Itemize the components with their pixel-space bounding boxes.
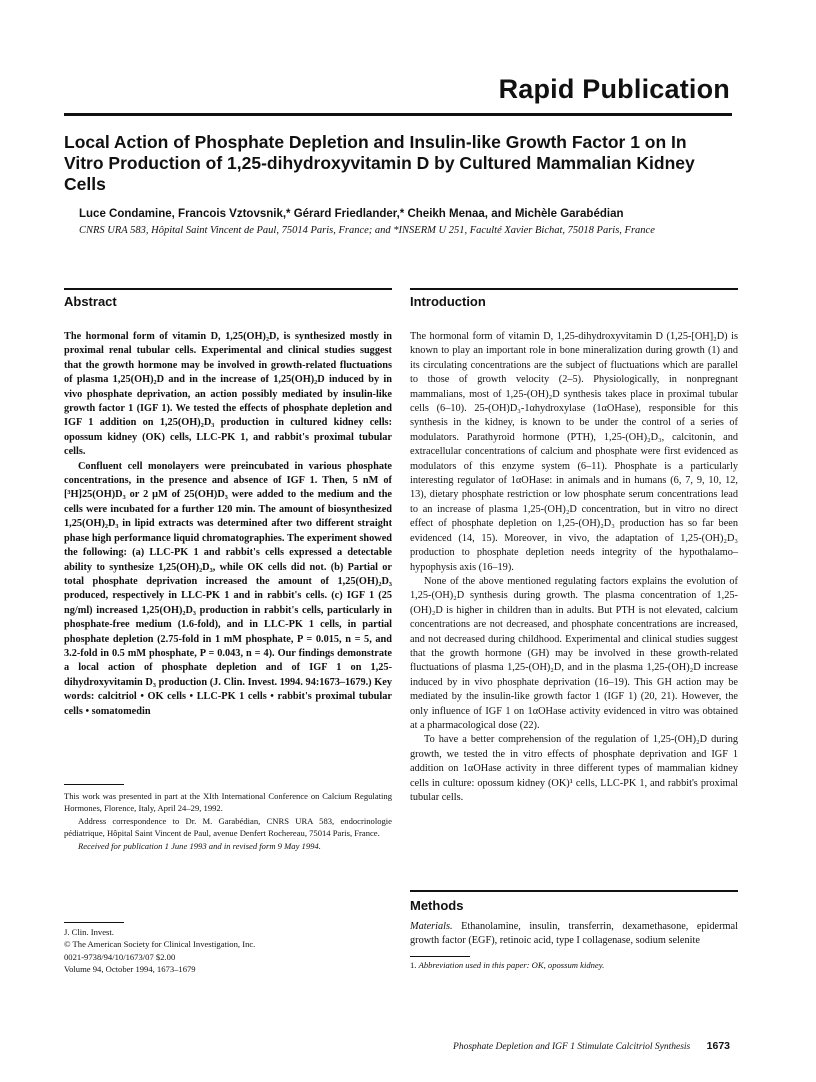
introduction-paragraph: None of the above mentioned regulating factors explains the evolution of 1,25-(OH)₂D synthesis during growth. The plasma concentration of 1,25-(OH)₂D is higher in children than in adults. But PTH is not elevated, calcium concentrations are not decreased, and phosphate concentrations are increased, and not decreased during childhood. Experimental and clinical studies suggest that the growth hormone (GH) may be involved in these growth-related fluctuations of plasma 1,25-(OH)₂D, and in the plasma 1,25-(OH)₂D increase induced by in vivo phosphate deprivation (16–19). This GH action may be mediated by the insulin-like growth factor 1 (IGF 1) (20, 21). However, the only influence of IGF 1 on 1αOHase activity evidenced in vitro was obtained at a pharmacological dose (22).	[410, 575, 738, 731]
abstract-body	[64, 330, 392, 719]
footnote-rule	[410, 956, 470, 957]
methods-rule	[410, 890, 738, 892]
rapid-publication-label: Rapid Publication	[498, 74, 730, 104]
footnote-text: Abbreviation used in this paper: OK, opossum kidney.	[418, 960, 605, 970]
introduction-heading: Introduction	[410, 294, 486, 309]
presentation-note: This work was presented in part at the XIth International Conference on Calcium Regulating Hormones, Florence, Italy, April 24–29, 1992.	[64, 791, 392, 814]
introduction-rule	[410, 288, 738, 290]
methods-text: Ethanolamine, insulin, transferrin, dexamethasone, epidermal growth factor (EGF), retinoic acid, type I collagenase, sodium selenite	[410, 921, 738, 947]
footnote	[410, 960, 738, 970]
notes-rule	[64, 784, 124, 785]
article-notes	[64, 790, 392, 852]
journal-info	[64, 926, 392, 976]
affiliation: CNRS URA 583, Hôpital Saint Vincent de Paul, 75014 Paris, France; and *INSERM U 251, Faculté Xavier Bichat, 75018 Paris, France	[79, 225, 655, 236]
introduction-paragraph: To have a better comprehension of the regulation of 1,25-(OH)₂D during growth, we tested the in vitro effects of phosphate deprivation and IGF 1 addition on 1αOHase activity in three different types of mammalian kidney cells in culture: opossum kidney (OK)¹ cells, LLC-PK 1, and rabbit's proximal tubular cells.	[410, 734, 738, 803]
copyright-line: © The American Society for Clinical Investigation, Inc.	[64, 939, 256, 950]
footnote-mark: 1.	[410, 960, 417, 970]
correspondence-note: Address correspondence to Dr. M. Garabédian, CNRS URA 583, endocrinologie pédiatrique, Hôpital Saint Vincent de Paul, avenue Denfert Rochereau, 75014 Paris, France.	[64, 815, 392, 839]
abstract-paragraph: Confluent cell monolayers were preincubated in various phosphate concentrations, in the presence and absence of IGF 1. Then, 5 nM of [³H]25(OH)D₃ or 2 μM of 25(OH)D₃ were added to the medium and the cells were incubated for a further 120 min. The amount of biosynthesized 1,25(OH)₂D₃ in lipid extracts was determined after two different straight phase high performance liquid chromatographies. The experiment showed the following: (a) LLC-PK 1 and rabbit's cells expressed a detectable ability to synthesize 1,25(OH)₂D₃, while OK cells did not. (b) Partial or total phosphate deprivation increased the amount of 1,25(OH)₂D₃ produced, respectively in LLC-PK 1 and in rabbit's cells. (c) IGF 1 (25 ng/ml) increased 1,25(OH)₂D₃ production in rabbit's cells, particularly in phosphate-free medium (1.6-fold), and in LLC-PK 1 cells, in partial phosphate depletion (2.75-fold in 1 mM phosphate, P = 0.015, n = 5, and 3.2-fold in 0.5 mM phosphate, P = 0.043, n = 4). Our findings demonstrate a local action of phosphate depletion and of IGF 1 on 1,25-dihydroxyvitamin D₃ production (J. Clin. Invest. 1994. 94:1673–1679.) Key words: calcitriol • OK cells • LLC-PK 1 cells • rabbit's proximal tubular cells • somatomedin	[64, 460, 392, 717]
journal-rule	[64, 922, 124, 923]
abstract-rule	[64, 288, 392, 290]
methods-body	[410, 920, 738, 949]
abstract-paragraph: The hormonal form of vitamin D, 1,25(OH)₂D, is synthesized mostly in proximal renal tubular cells. Experimental and clinical studies suggest that the growth hormone may be involved in growth-related fluctuations of plasma 1,25(OH)₂D and in the increase of 1,25(OH)₂D induced by in vivo phosphate deprivation, an action possibly mediated by insulin-like growth factor 1 (IGF 1). We tested the effects of phosphate depletion and IGF 1 addition on 1,25(OH)₂D₃ production in cultured kidney cells: opossum kidney (OK) cells, LLC-PK 1, and rabbit's proximal tubular cells.	[64, 331, 392, 458]
article-title: Local Action of Phosphate Depletion and Insulin-like Growth Factor 1 on In Vitro Production of 1,25-dihydroxyvitamin D by Cultured Mammalian Kidney Cells	[64, 132, 695, 194]
received-note: Received for publication 1 June 1993 and in revised form 9 May 1994.	[78, 840, 321, 851]
author-list: Luce Condamine, Francois Vztovsnik,* Gérard Friedlander,* Cheikh Menaa, and Michèle Garabédian	[79, 208, 624, 220]
page-number: 1673	[706, 1040, 730, 1052]
abstract-heading: Abstract	[64, 294, 117, 309]
methods-lead: Materials.	[410, 921, 453, 932]
methods-heading: Methods	[410, 898, 464, 913]
journal-code: 0021-9738/94/10/1673/07 $2.00	[64, 951, 176, 962]
running-title: Phosphate Depletion and IGF 1 Stimulate Calcitriol Synthesis	[453, 1042, 691, 1052]
volume-line: Volume 94, October 1994, 1673–1679	[64, 964, 196, 975]
header-rule	[64, 113, 732, 116]
introduction-body	[410, 330, 738, 805]
page-footer	[402, 1040, 730, 1052]
introduction-paragraph: The hormonal form of vitamin D, 1,25-dihydroxyvitamin D (1,25-[OH]₂D) is known to play an important role in bone mineralization during growth (1) and its circulating concentrations are the subject of fluctuations which are parallel to those of growth velocity (2–5). Physiologically, in nonpregnant mammalians, most of 1,25-(OH)₂D synthesis takes place in proximal tubular cells (6–10). 25-(OH)D₃-1αhydroxylase (1αOHase), responsible for this synthesis in the kidney, is known to be under the control of a series of modulators. Parathyroid hormone (PTH), 1,25-(OH)₂D₃, calcitonin, and extracellular concentrations of calcium and phosphate were first evidenced as modulators of this enzyme system (6–11). Phosphate is a particularly interesting regulator of 1αOHase: in animals and in humans (6, 7, 9, 10, 12, 13), dietary phosphate restriction or low phosphate serum concentrations lead to an increase of plasma 1,25-(OH)₂D concentration, but in vitro no direct effect of phosphate depletion on 1,25-(OH)₂D₃ production has so far been evidenced (14, 15). Moreover, in vivo, the adaptation of 1,25-(OH)₂D₃ production to phosphate depletion needs integrity of the hypothalamo–hypophysis axis (16–19).	[410, 331, 738, 573]
journal-name: J. Clin. Invest.	[64, 927, 114, 937]
